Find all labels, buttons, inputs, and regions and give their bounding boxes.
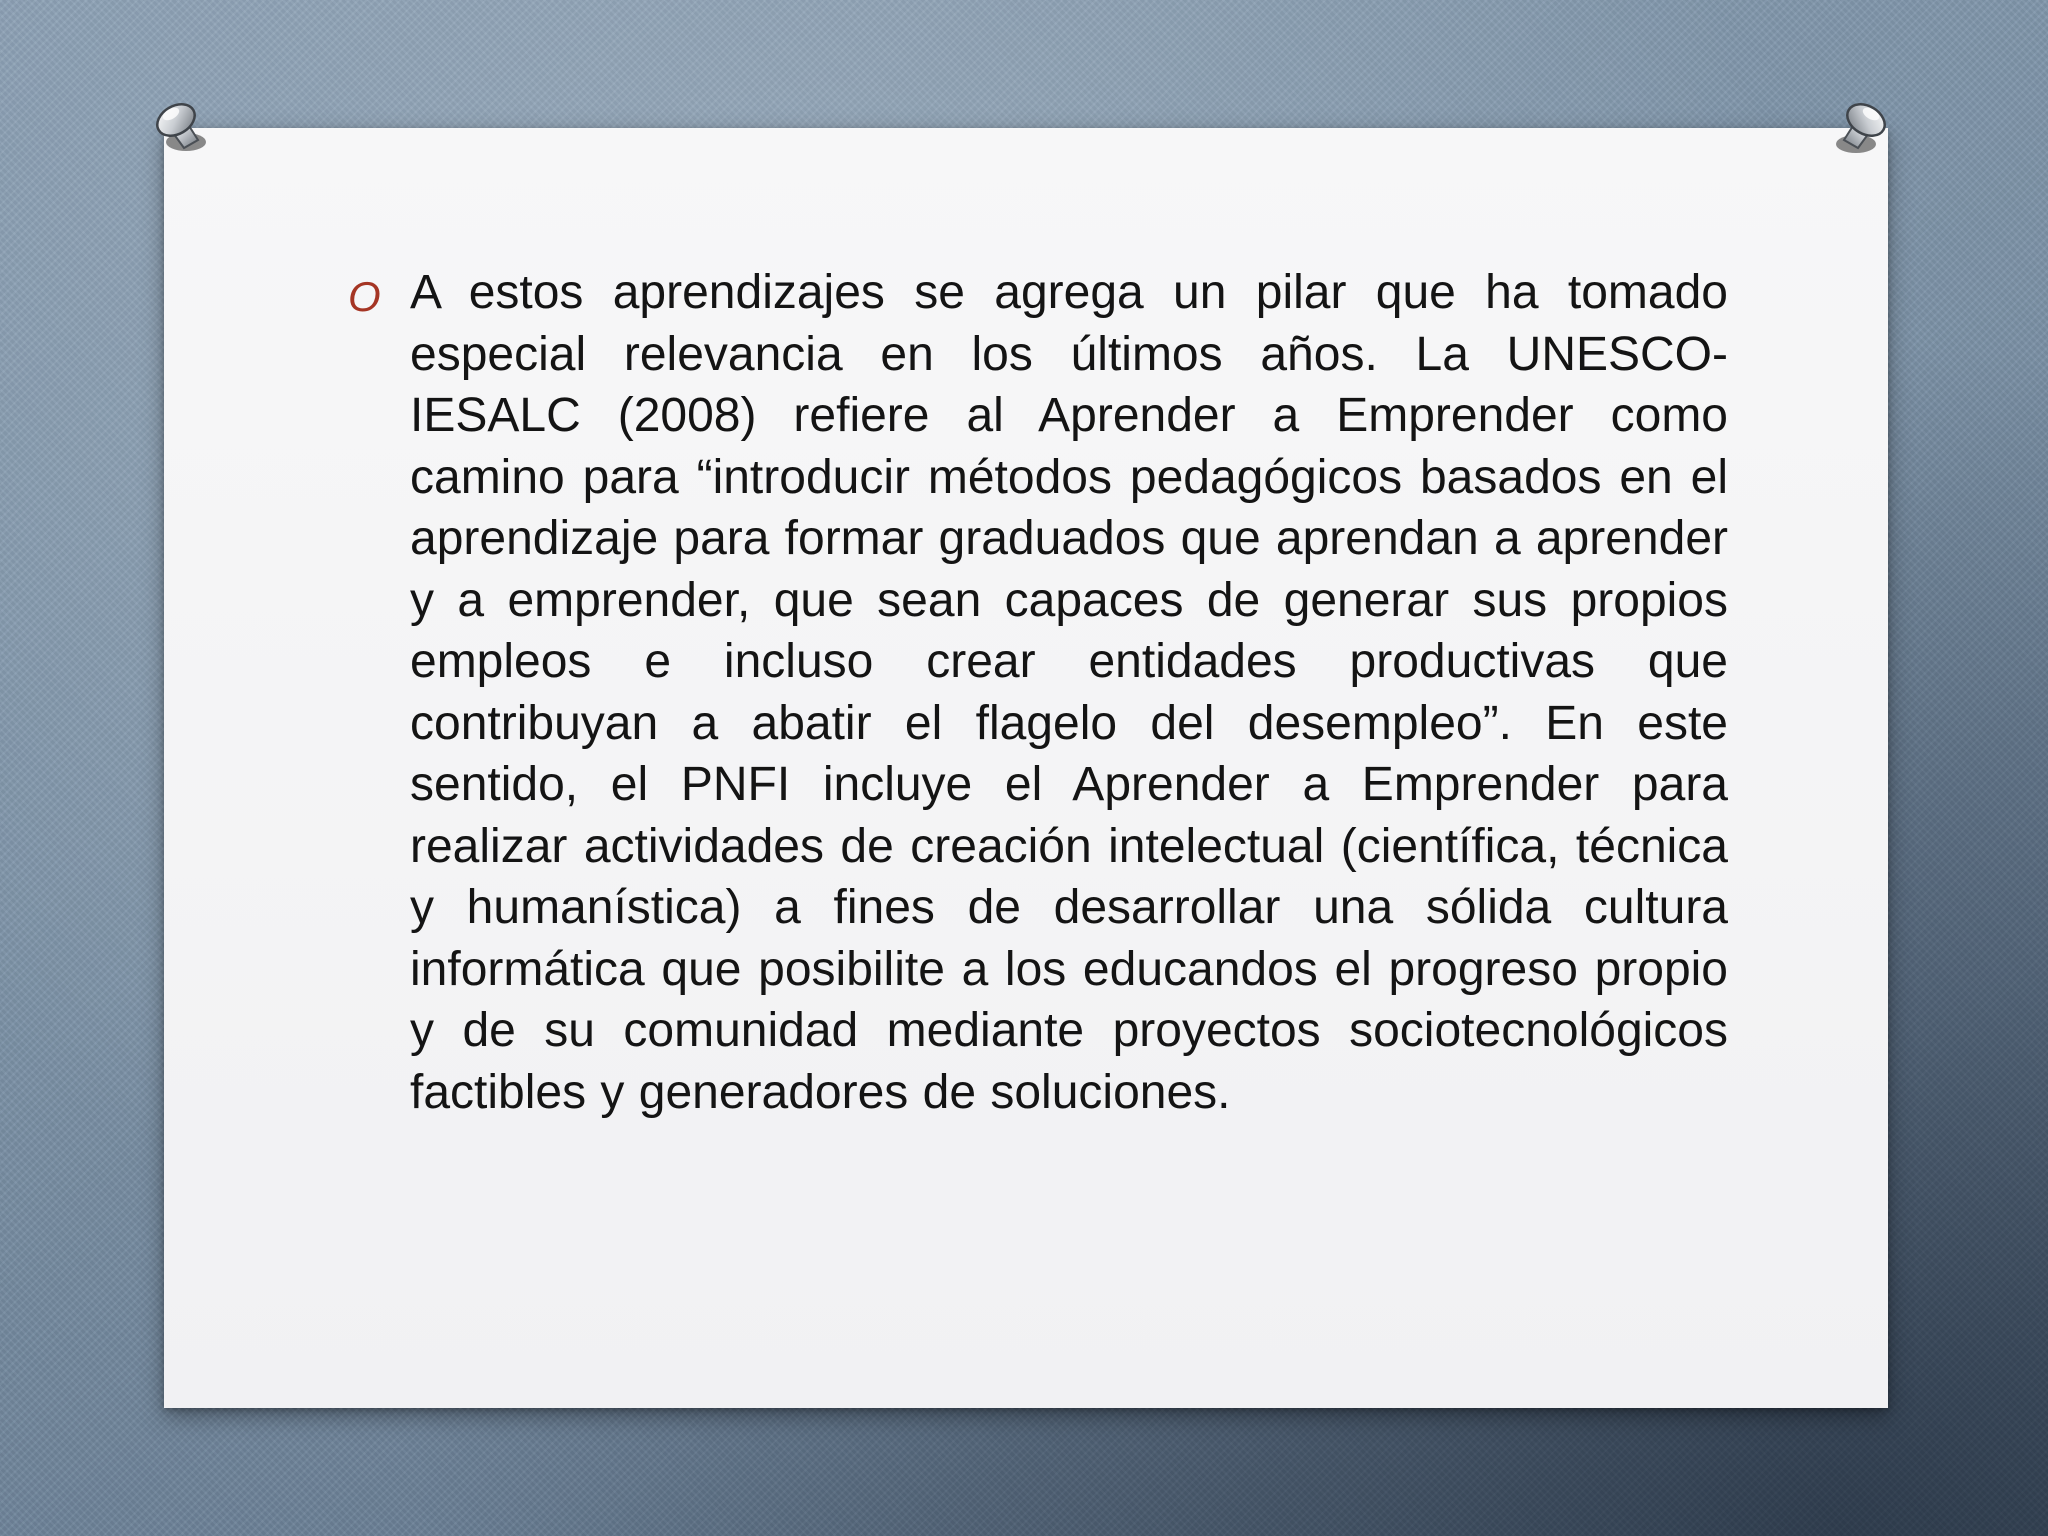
pushpin-icon	[1822, 86, 1902, 166]
pushpin-icon	[140, 86, 220, 166]
bullet-item	[348, 262, 1728, 1123]
bullet-marker-icon: O	[348, 273, 381, 320]
bullet-paragraph: A estos aprendizajes se agrega un pilar que ha tomado especial relevancia en los últimos años. La UNESCO-IESALC (2008) refiere al Aprender a Emprender como camino para “introducir métodos pedagógicos basados en el aprendizaje para formar graduados que aprendan a aprender y a emprender, que sean capaces de generar sus propios empleos e incluso crear entidades productivas que contribuyan a abatir el flagelo del desempleo”. En este sentido, el PNFI incluye el Aprender a Emprender para realizar actividades de creación intelectual (científica, técnica y humanística) a fines de desarrollar una sólida cultura informática que posibilite a los educandos el progreso propio y de su comunidad mediante proyectos sociotecnológicos factibles y generadores de soluciones.	[410, 266, 1728, 1119]
